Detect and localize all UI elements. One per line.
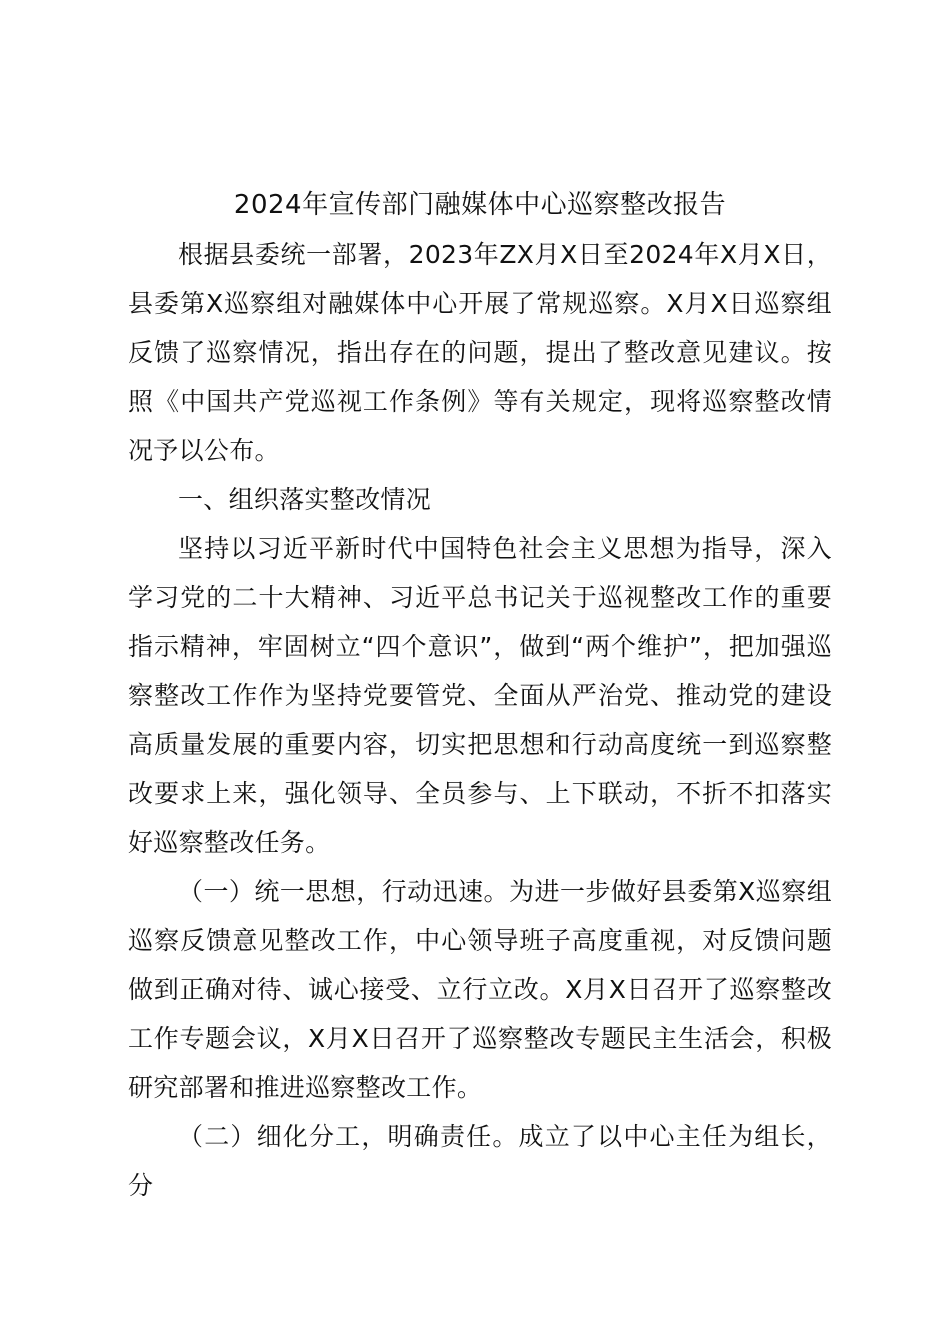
paragraph-section-1: 坚持以习近平新时代中国特色社会主义思想为指导，深入学习党的二十大精神、习近平总书记关于巡视整改工作的重要指示精神，牢固树立“四个意识”，做到“两个维护”，把加强巡察整改工作作为坚持党要管党、全面从严治党、推动党的建设高质量发展的重要内容，切实把思想和行动高度统一到巡察整改要求上来，强化领导、全员参与、上下联动，不折不扣落实好巡察整改任务。 xyxy=(128,534,832,857)
paragraph-item-1: （一）统一思想，行动迅速。为进一步做好县委第X巡察组巡察反馈意见整改工作，中心领导班子高度重视，对反馈问题做到正确对待、诚心接受、立行立改。X月X日召开了巡察整改工作专题会议，X月X日召开了巡察整改专题民主生活会，积极研究部署和推进巡察整改工作。 xyxy=(128,877,832,1102)
document-title: 2024年宣传部门融媒体中心巡察整改报告 xyxy=(233,190,727,220)
section-heading-1: 一、组织落实整改情况 xyxy=(178,485,432,514)
document-body xyxy=(128,182,832,1210)
paragraph-item-2: （二）细化分工，明确责任。成立了以中心主任为组长，分 xyxy=(128,1122,832,1200)
paragraph-intro: 根据县委统一部署，2023年ZX月X日至2024年X月X日，县委第X巡察组对融媒体中心开展了常规巡察。X月X日巡察组反馈了巡察情况，指出存在的问题，提出了整改意见建议。按照《中国共产党巡视工作条例》等有关规定，现将巡察整改情况予以公布。 xyxy=(128,240,832,465)
